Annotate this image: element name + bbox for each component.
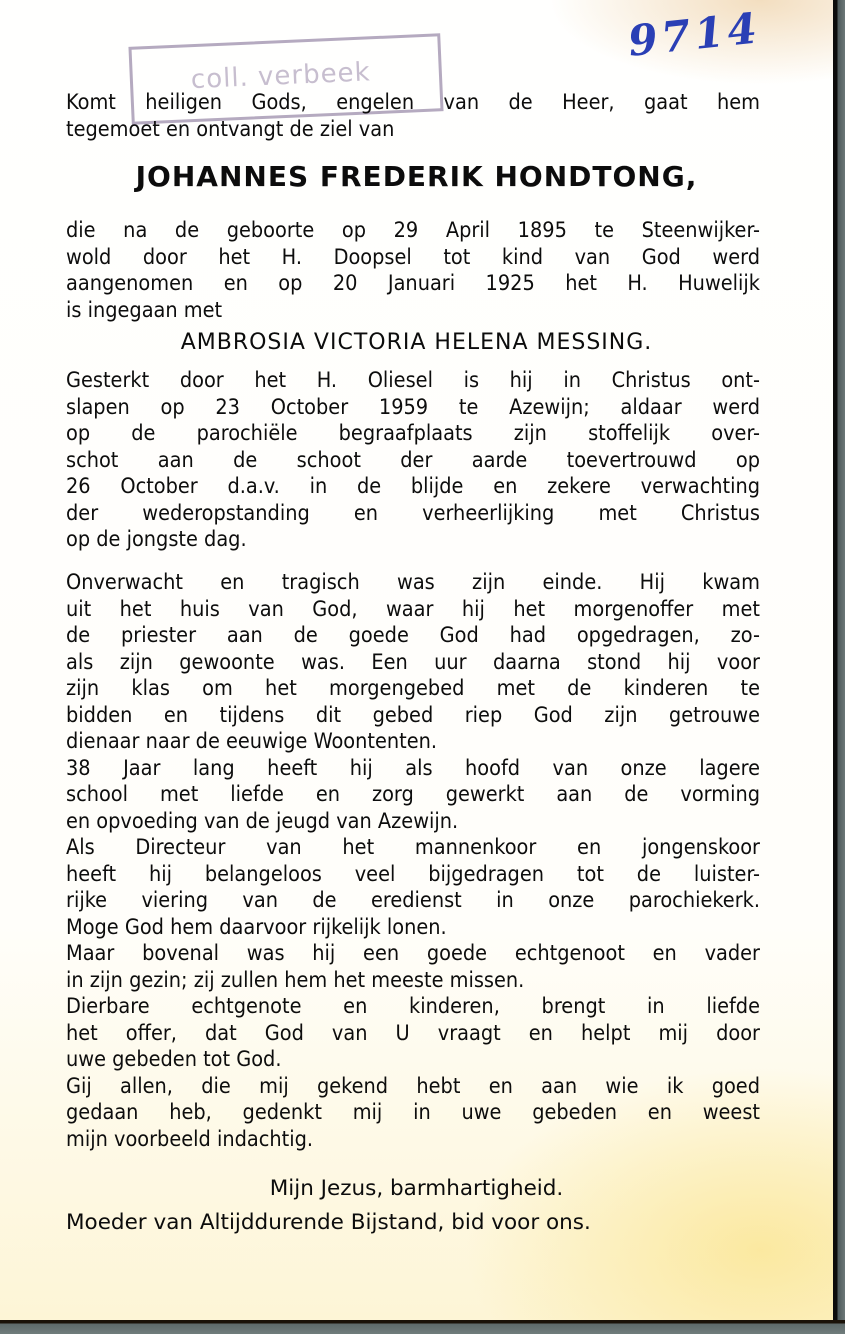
- birth-line: die na de geboorte op 29 April 1895 te Steenwijker-: [66, 218, 760, 243]
- intro-line: Komt heiligen Gods, engelen van de Heer, gaat hem: [66, 90, 760, 115]
- intro-line: tegemoet en ontvangt de ziel van: [66, 116, 395, 142]
- birth-line: is ingegaan met: [66, 297, 223, 323]
- birth-paragraph: [66, 218, 760, 324]
- death-line: op de parochiële begraafplaats zijn stoffelijk over-: [66, 421, 760, 446]
- life-line: zijn klas om het morgengebed met de kinderen te: [66, 676, 760, 701]
- life-line: in zijn gezin; zij zullen hem het meeste missen.: [66, 967, 525, 993]
- life-line: de priester aan de goede God had opgedragen, zo-: [66, 623, 760, 648]
- life-line: uit het huis van God, waar hij het morgenoffer met: [66, 596, 760, 622]
- death-line: der wederopstanding en verheerlijking met Christus: [66, 500, 760, 526]
- life-line: het offer, dat God van U vraagt en helpt mij door: [66, 1020, 760, 1046]
- card-right-edge: [833, 0, 845, 1334]
- life-line: heeft hij belangeloos veel bijgedragen tot de luister-: [66, 861, 760, 887]
- birth-line: aangenomen en op 20 Januari 1925 het H. Huwelijk: [66, 271, 760, 296]
- life-line: Onverwacht en tragisch was zijn einde. Hij kwam: [66, 570, 760, 595]
- life-line: mijn voorbeeld indachtig.: [66, 1126, 313, 1152]
- handwritten-archive-number: 9714: [625, 3, 764, 66]
- birth-line: wold door het H. Doopsel tot kind van God werd: [66, 244, 760, 270]
- life-line: rijke viering van de eredienst in onze parochiekerk.: [66, 888, 760, 913]
- closing-prayer-jesus: Mijn Jezus, barmhartigheid.: [269, 1176, 564, 1201]
- closing-prayer-mary: Moeder van Altijddurende Bijstand, bid voor ons.: [66, 1210, 591, 1235]
- deceased-name: JOHANNES FREDERIK HONDTONG,: [135, 160, 698, 193]
- life-line: Als Directeur van het mannenkoor en jongenskoor: [66, 835, 760, 860]
- death-line: schot aan de schoot der aarde toevertrouwd op: [66, 447, 760, 473]
- card-bottom-edge: [0, 1320, 845, 1334]
- life-line: dienaar naar de eeuwige Woontenten.: [66, 729, 438, 754]
- life-line: Maar bovenal was hij een goede echtgenoot en vader: [66, 941, 760, 966]
- life-line: en opvoeding van de jeugd van Azewijn.: [66, 808, 459, 834]
- life-line: Dierbare echtgenote en kinderen, brengt in liefde: [66, 994, 760, 1019]
- death-paragraph: [66, 368, 760, 554]
- life-line: bidden en tijdens dit gebed riep God zijn getrouwe: [66, 702, 760, 728]
- life-paragraph: [66, 570, 760, 1153]
- death-line: Gesterkt door het H. Oliesel is hij in Christus ont-: [66, 368, 760, 393]
- intro-paragraph: [66, 90, 760, 143]
- life-line: Gij allen, die mij gekend hebt en aan wie ik goed: [66, 1073, 760, 1099]
- life-line: uwe gebeden tot God.: [66, 1047, 282, 1072]
- life-line: als zijn gewoonte was. Een uur daarna stond hij voor: [66, 649, 760, 675]
- death-line: op de jongste dag.: [66, 527, 247, 552]
- life-line: gedaan heb, gedenkt mij in uwe gebeden en weest: [66, 1100, 760, 1125]
- life-line: Moge God hem daarvoor rijkelijk lonen.: [66, 914, 447, 940]
- death-line: 26 October d.a.v. in de blijde en zekere verwachting: [66, 474, 760, 499]
- stamp-text: coll. verbeek: [190, 57, 372, 96]
- death-line: slapen op 23 October 1959 te Azewijn; aldaar werd: [66, 394, 760, 420]
- life-line: 38 Jaar lang heeft hij als hoofd van onze lagere: [66, 755, 760, 781]
- life-line: school met liefde en zorg gewerkt aan de vorming: [66, 782, 760, 807]
- spouse-name: AMBROSIA VICTORIA HELENA MESSING.: [180, 330, 653, 355]
